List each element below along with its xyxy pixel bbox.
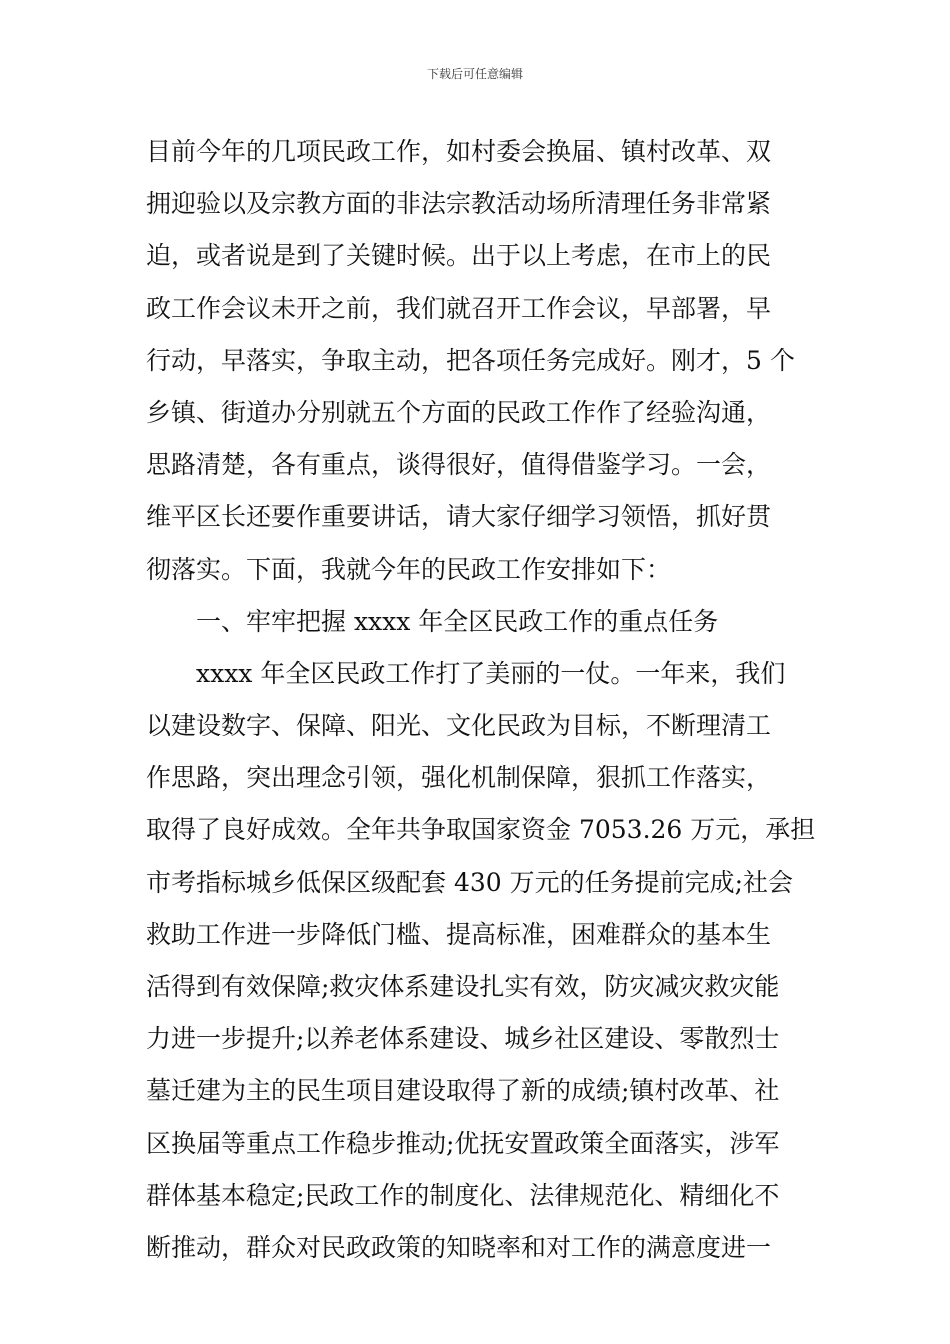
text-line: 群体基本稳定;民政工作的制度化、法律规范化、精细化不 xyxy=(146,1180,780,1210)
text-line: 救助工作进一步降低门槛、提高标准，困难群众的基本生 xyxy=(146,919,772,949)
text-line: 彻落实。下面，我就今年的民政工作安排如下： xyxy=(146,554,672,584)
text-line: 断推动，群众对民政政策的知晓率和对工作的满意度进一 xyxy=(146,1232,772,1262)
text-line: 墓迁建为主的民生项目建设取得了新的成绩;镇村改革、社 xyxy=(146,1076,780,1106)
text-line: 以建设数字、保障、阳光、文化民政为目标，不断理清工 xyxy=(146,711,772,741)
text-line: 维平区长还要作重要讲话，请大家仔细学习领悟，抓好贯 xyxy=(146,502,772,532)
section-heading: 一、牢牢把握 xxxx 年全区民政工作的重点任务 xyxy=(196,606,719,636)
text-line: 活得到有效保障;救灾体系建设扎实有效，防灾减灾救灾能 xyxy=(146,972,780,1001)
text-line: 拥迎验以及宗教方面的非法宗教活动场所清理任务非常紧 xyxy=(146,189,772,219)
text-line: 市考指标城乡低保区级配套 430 万元的任务提前完成;社会 xyxy=(146,867,794,897)
text-line: 思路清楚，各有重点，谈得很好，值得借鉴学习。一会， xyxy=(146,450,772,480)
text-line: 目前今年的几项民政工作，如村委会换届、镇村改革、双 xyxy=(146,137,772,166)
page-header: 下载后可任意编辑 xyxy=(426,67,523,81)
text-line: xxxx 年全区民政工作打了美丽的一仗。一年来，我们 xyxy=(196,658,786,688)
document-body xyxy=(146,126,818,1274)
text-line: 行动，早落实，争取主动，把各项任务完成好。刚才，5 个 xyxy=(146,345,795,375)
text-line: 区换届等重点工作稳步推动;优抚安置政策全面落实，涉军 xyxy=(146,1128,780,1158)
text-line: 乡镇、街道办分别就五个方面的民政工作作了经验沟通， xyxy=(146,397,772,427)
text-line: 力进一步提升;以养老体系建设、城乡社区建设、零散烈士 xyxy=(146,1024,780,1054)
text-line: 迫，或者说是到了关键时候。出于以上考虑，在市上的民 xyxy=(146,241,772,271)
text-line: 作思路，突出理念引领，强化机制保障，狠抓工作落实， xyxy=(146,763,772,793)
text-line: 政工作会议未开之前，我们就召开工作会议，早部署，早 xyxy=(146,293,772,323)
text-line: 取得了良好成效。全年共争取国家资金 7053.26 万元，承担 xyxy=(146,815,816,845)
